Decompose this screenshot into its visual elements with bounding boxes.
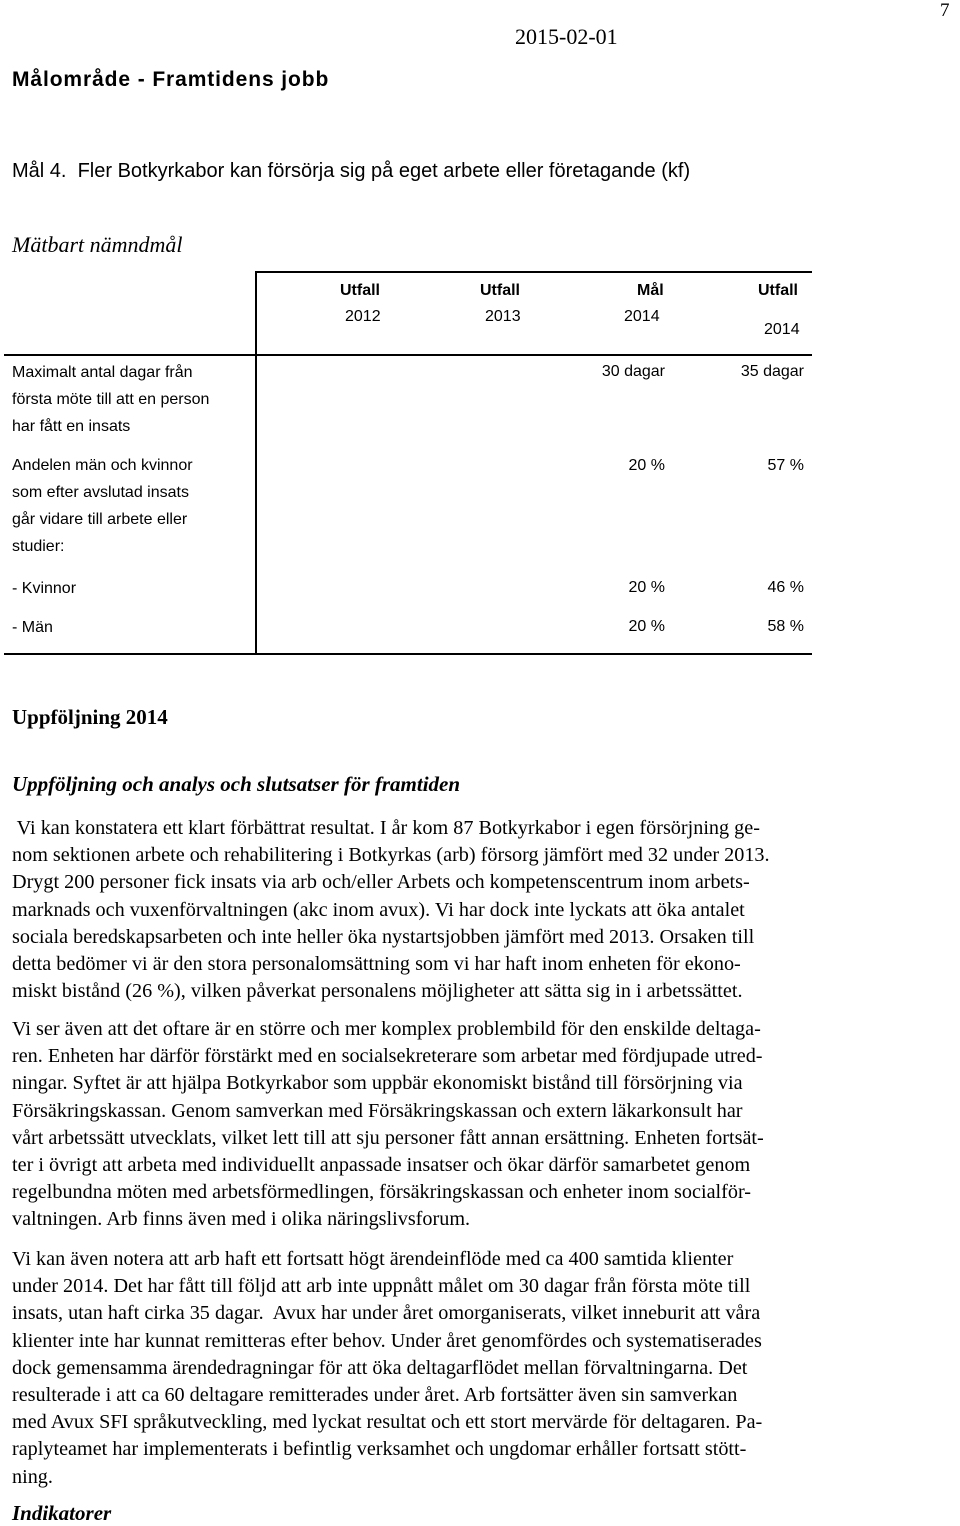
paragraph-results: Vi kan konstatera ett klart förbättrat resultat. I år kom 87 Botkyrkabor i egen försörjning ge- nom sektionen arbete och rehabilitering i Botkyrkas (arb) försorg jämfört med 32 under 2013. Drygt 200 personer fick insats via arb och/eller Arbets och kompetenscentrum inom arbets- marknads och vuxenförvaltningen (akc inom avux). Vi har dock inte lyckats att öka antalet sociala beredskapsarbeten och inte heller öka nystartsjobben jämfört med 2013. Orsaken till detta bedömer vi är den stora personalomsättning som vi har haft inom enheten för ekono- miskt bistånd (26 %), vilken påverkat personalens möjligheter att sätta sig in i arbetssättet.	[12, 817, 770, 1003]
header-utfall-2014: Utfall	[758, 282, 798, 299]
table-bottom-rule	[4, 653, 812, 655]
header-year-2012: 2012	[345, 308, 381, 325]
row-label: - Kvinnor	[12, 580, 77, 597]
indicators-heading: Indikatorer	[12, 1501, 112, 1525]
goal-value: 30 dagar	[601, 363, 665, 380]
header-utfall-2012: Utfall	[340, 282, 380, 299]
section-title: Målområde - Framtidens jobb	[12, 68, 330, 91]
header-mal-2014: Mål	[637, 282, 664, 299]
page-number: 7	[940, 0, 950, 21]
paragraph-problem: Vi ser även att det oftare är en större och mer komplex problembild för den enskilde deltaga- ren. Enheten har därför förstärkt med en socialsekreterare som arbetar med fördjupade utred- ningar. Syftet är att hjälpa Botkyrkabor som uppbär ekonomiskt bistånd till försörjning via Försäkringskassan. Genom samverkan med Försäkringskassan och extern läkarkonsult har vårt arbetssätt utvecklats, vilket lett till att sju personer fått annan ersättning. Enheten fortsät- ter i övrigt att arbeta med individuellt anpassade insatser och ökar därför samarbetet genom regelbundna möten med arbetsförmedlingen, försäkringskassan och enheter inom socialför- valtningen. Arb finns även med i olika näringslivsforum.	[12, 1018, 764, 1231]
row-label: Andelen män och kvinnor som efter avslutad insats går vidare till arbete eller studier:	[12, 457, 193, 555]
goal-heading: Mål 4. Fler Botkyrkabor kan försörja sig på eget arbete eller företagande (kf)	[12, 160, 691, 182]
goal-value: 20 %	[628, 579, 665, 596]
followup-heading: Uppföljning 2014	[12, 705, 168, 729]
outcome-value: 46 %	[767, 579, 804, 596]
header-year-mal-2014: 2014	[624, 308, 660, 325]
analysis-heading: Uppföljning och analys och slutsatser för framtiden	[12, 772, 461, 796]
row-label: Maximalt antal dagar från första möte till att en person har fått en insats	[12, 364, 210, 435]
table-column-divider	[255, 271, 257, 655]
paragraph-inflow: Vi kan även notera att arb haft ett fortsatt högt ärendeinflöde med ca 400 samtida klienter under 2014. Det har fått till följd att arb inte uppnått målet om 30 dagar från första möte till insats, utan haft cirka 35 dagar. Avux har under året omorganiserats, vilket inneburit att våra klienter inte har kunnat remitteras efter behov. Under året genomfördes och systematiserades dock gemensamma ärendedragningar för att öka deltagarflödet mellan förvaltningarna. Det resulterade i att ca 60 deltagare remitterades under året. Arb fortsätter även sin samverkan med Avux SFI språkutveckling, med lyckat resultat och ett stort mervärde för deltagaren. Pa- raplyteamet har implementerats i befintlig verksamhet och ungdomar erhåller fortsatt stött- ning.	[12, 1248, 763, 1488]
outcome-value: 35 dagar	[740, 363, 804, 380]
goal-value: 20 %	[628, 618, 665, 635]
outcome-value: 57 %	[767, 457, 804, 474]
header-date: 2015-02-01	[515, 24, 618, 49]
outcome-value: 58 %	[767, 618, 804, 635]
header-year-2013: 2013	[485, 308, 521, 325]
table-top-rule	[256, 271, 812, 273]
header-utfall-2013: Utfall	[480, 282, 520, 299]
header-year-utfall-2014: 2014	[764, 321, 800, 338]
subtitle: Mätbart nämndmål	[12, 232, 183, 257]
row-label: - Män	[12, 619, 53, 636]
table-header-rule	[4, 354, 812, 356]
goal-value: 20 %	[628, 457, 665, 474]
